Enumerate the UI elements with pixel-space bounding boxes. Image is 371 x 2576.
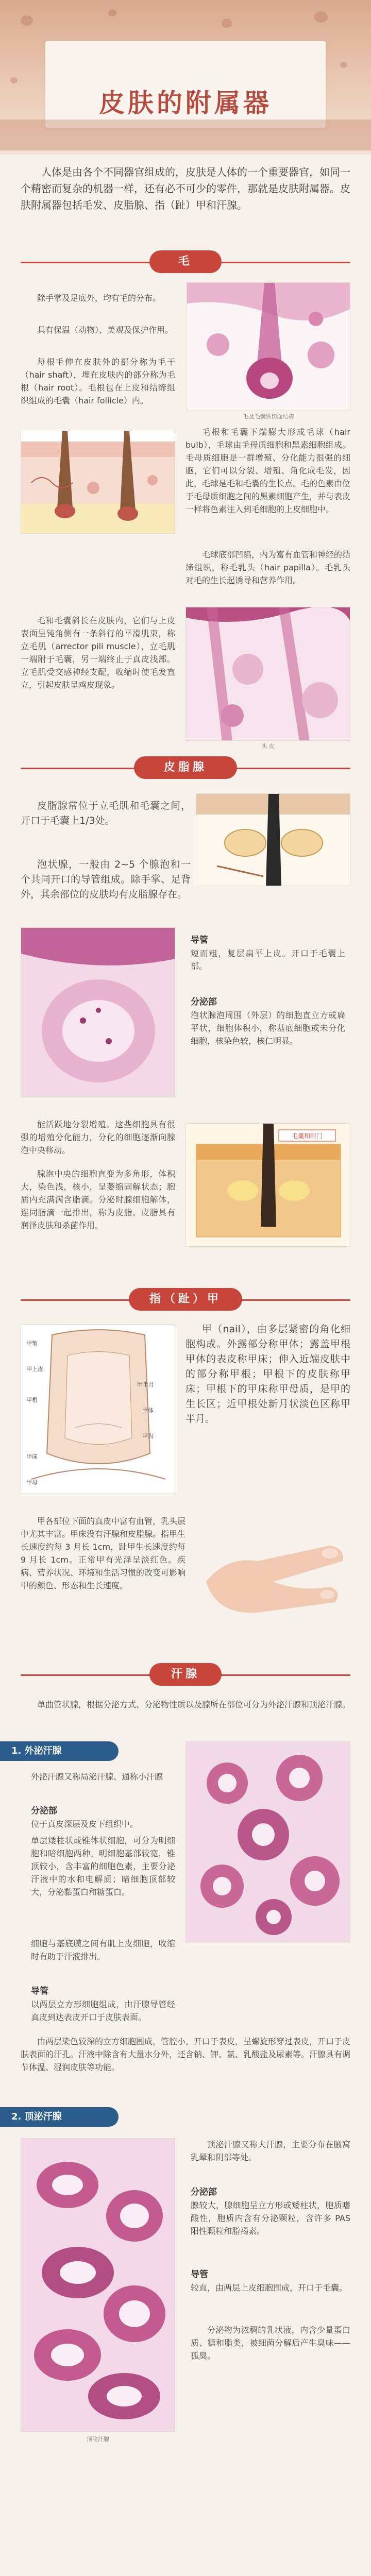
nail-label-3: 甲根 [26, 1397, 38, 1403]
hair-p4: 毛根和毛囊下端膨大形成毛球（hair bulb），毛球由毛母质细胞和黑素细胞组成。毛母质细胞是一群增殖、分化能力很强的细胞，它们可以分裂、增殖、角化成毛发，因此，毛球是毛和毛囊的生长点。毛的色素由位于毛母质细胞之间的黑素细胞产生，并与表皮一样将色素注入到毛细胞的上皮细胞中。 [185, 427, 351, 514]
hero-band [0, 120, 371, 150]
eccrine-subhead: 1. 外泌汗腺 [0, 1741, 119, 1761]
apocrine-p2: 分泌物为浓稠的乳状液，内含少量蛋白质、糖和脂类，被细菌分解后产生臭味——狐臭。 [191, 2325, 350, 2361]
sebaceous-fig-label: 毛囊和附门 [291, 1132, 323, 1140]
sebaceous-duct-text: 短而粗，复层扁平上皮。开口于毛囊上部。 [191, 948, 345, 971]
sebaceous-p4: 腺泡中央的细胞直变为多角形，体积大，染色浅，核小，呈萎缩固解状态；胞质内充满满含脂滴。分泌时腺细胞解体，连同脂滴一起排出，称为皮脂。皮脂具有润泽皮肤和杀菌作用。 [21, 1169, 175, 1230]
hair-p1: 除手掌及足底外，均有毛的分布。 [37, 293, 161, 303]
sebaceous-histology-image [21, 927, 175, 1097]
nail-label-2: 甲半月 [137, 1381, 154, 1388]
hand-photo [196, 1504, 350, 1633]
sebaceous-secretory-title: 分泌部 [191, 997, 217, 1007]
page-title: 皮肤的附属器 [99, 88, 272, 118]
nail-label-1: 甲上皮 [26, 1366, 43, 1372]
section-heading-sebaceous: 皮脂腺 [134, 756, 237, 779]
eccrine-sec-text3: 细胞与基底膜之间有肌上皮细胞，收缩时有助于汗液排出。 [31, 1939, 175, 1961]
apocrine-duct-text: 较直，由两层上皮细胞围成，开口于毛囊。 [191, 2283, 348, 2293]
eccrine-sec-text2: 单层矮柱状或锥体状细胞，可分为明细胞和暗细胞两种。明细胞基部较宽，锥顶较小，含丰富的细胞色素，主要分泌汗液中的水和电解质；暗细胞顶部较大，分泌黏蛋白和糖蛋白。 [31, 1836, 175, 1897]
apocrine-p1: 顶泌汗腺又称大汗腺，主要分布在腋窝乳晕和阴部等处。 [191, 2140, 350, 2162]
apocrine-sec-text: 腺较大，腺细胞呈立方形或矮柱状，胞质嗜酸性，胞质内含有分泌颗粒，含许多 PAS 阳性颗粒和脂褐素。 [191, 2200, 350, 2236]
sebaceous-p2: 泡状腺，一般由 2~5 个腺泡和一个共同开口的导管组成。除手掌、足背外，其余部位的皮肤均有皮脂腺存在。 [21, 859, 191, 900]
apocrine-fig-caption: 顶泌汗腺 [87, 2436, 109, 2443]
nail-p2: 甲各部位下面的真皮中富有血管，乳头层中尤其丰富。甲床没有汗腺和皮脂腺。指甲生长速度约每 3 月长 1cm，趾甲生长速度约每 9 月长 1cm。正常甲有光泽呈淡红色。疾病、营养状况、环境和生活习惯的改变可影响甲的颜色、形态和生长速度。 [21, 1516, 186, 1590]
section-heading-sweat: 汗腺 [149, 1663, 222, 1686]
nail-label-5: 甲沟 [142, 1433, 154, 1439]
skin-section-diagram [21, 431, 175, 534]
sebaceous-diagram [196, 793, 350, 886]
eccrine-secretory-title: 分泌部 [31, 1806, 57, 1816]
nail-p1: 甲（nail），由多层紧密的角化细胞构成。外露部分称甲体；露盖甲根甲体的表皮称甲床；伸入近端皮肤中的部分称甲根；甲根下的皮肤称甲床；甲根下的甲床称甲母质，是甲的生长区；近甲根处新月状淡色区称甲半月。 [185, 1324, 350, 1425]
nail-diagram [21, 1324, 175, 1494]
sebaceous-p3: 能活跃地分裂增殖。这些细胞具有很强的增殖分化能力，分化的细胞逐渐向腺泡中央移动。 [21, 1120, 175, 1155]
apocrine-secretory-title: 分泌部 [191, 2187, 217, 2197]
apocrine-duct-title: 导管 [191, 2269, 208, 2280]
hair-follicle-figure [187, 282, 350, 411]
nail-label-4: 甲体 [142, 1407, 154, 1414]
eccrine-duct-text1: 以两层立方形细胞组成，由汗腺导管经真皮到达表皮开口于皮肤表面。 [31, 1999, 175, 2022]
nail-label-7: 甲母 [26, 1479, 38, 1486]
hair-p6: 毛和毛囊斜长在皮肤内，它们与上皮表面呈钝角侧有一条斜行的平滑肌束，称立毛肌（arrector pili muscle），立毛肌一端附于毛囊，另一端终止于真皮浅部。立毛肌受交感神经支配，收缩时使毛发直立，引起皮肤呈鸡皮现象。 [21, 616, 175, 690]
intro-paragraph: 人体是由各个不同器官组成的，皮肤是人体的一个重要器官，如同一个精密而复杂的机器一样，还有必不可少的零件，那就是皮肤附属器。皮肤附属器包括毛发、皮脂腺、指（趾）甲和汗腺。 [21, 166, 350, 211]
sebaceous-p1: 皮脂腺常位于立毛肌和毛囊之间，开口于毛囊上1/3处。 [21, 800, 191, 826]
section-heading-hair: 毛 [149, 250, 222, 273]
eccrine-duct-text2: 由两层染色较深的立方细胞围成，管腔小。开口于表皮，呈螺旋形穿过表皮，开口于皮肤表面的汗孔。汗液中除含有大量水分外，还含钠、钾、氯、乳酸盐及尿素等。汗腺具有调节体温、湿润皮肤等功能。 [21, 2037, 351, 2072]
hair-p2: 具有保温（动物）、美观及保护作用。 [37, 325, 174, 335]
eccrine-histology-image [185, 1741, 350, 1942]
eccrine-duct-title: 导管 [31, 1986, 48, 1996]
hair-p5: 毛球底部凹陷，内为富有血管和神经的结缔组织，称毛乳头（hair papilla）。毛乳头对毛的生长起诱导和营养作用。 [185, 550, 351, 585]
sebaceous-duct-title: 导管 [191, 935, 208, 945]
hair-p3: 每根毛伸在皮肤外的部分称为毛干（hair shaft），埋在皮肤内的部分称为毛根（hair root）。毛根包在上皮和结缔组织组成的毛囊（hair follicle）内。 [21, 357, 175, 405]
sweat-intro: 单曲管状腺，根据分泌方式、分泌物性质以及腺所在部位可分为外泌汗腺和顶泌汗腺。 [37, 1700, 351, 1709]
apocrine-histology-image [21, 2138, 175, 2432]
hair-follicle-3d-figure [185, 1123, 350, 1247]
hair-fig2-caption: 头 皮 [261, 743, 275, 750]
scalp-figure [185, 607, 350, 741]
apocrine-subhead: 2. 顶泌汗腺 [0, 2107, 119, 2127]
nail-label-0: 甲皱 [26, 1340, 38, 1347]
hair-fig1-caption: 毛及毛囊纵切面结构 [243, 413, 294, 420]
eccrine-sec-text1: 位于真皮深层及皮下组织中。 [31, 1819, 139, 1829]
sebaceous-secretory-text: 泡状腺泡周围（外层）的细胞直立方或扁平状，细胞体积小，称基底细胞或未分化细胞，核染色较，核仁明显。 [191, 1010, 345, 1046]
eccrine-alias: 外泌汗腺又称局泌汗腺、通称小汗腺 [31, 1772, 163, 1782]
hero-banner [0, 0, 371, 155]
nail-label-6: 甲床 [26, 1453, 38, 1460]
section-heading-nail: 指（趾）甲 [129, 1288, 242, 1311]
